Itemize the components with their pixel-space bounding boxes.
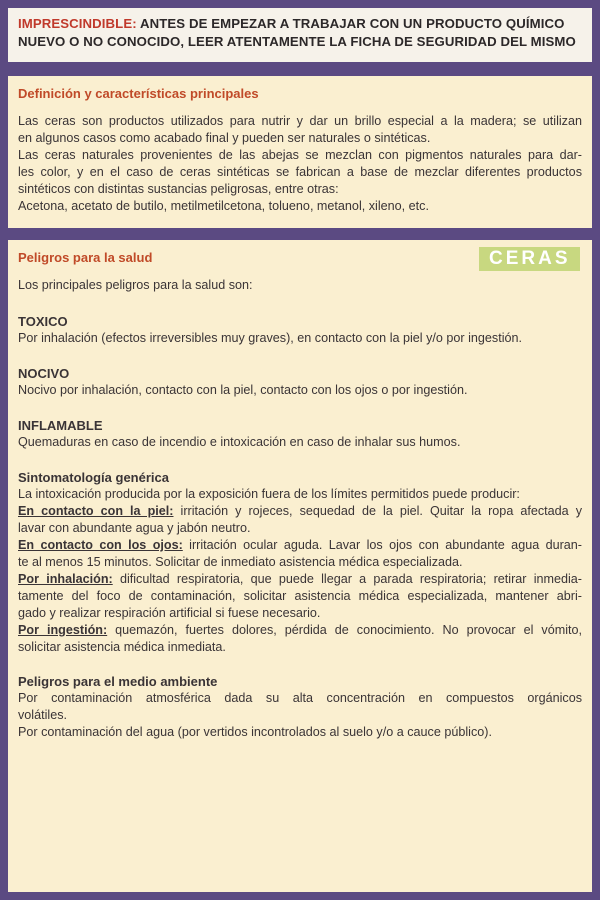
definition-line: en algunos casos como acabado final y pueden ser naturales o sintéticas. (18, 131, 431, 145)
noxious-title: NOCIVO (18, 366, 70, 381)
toxic-text: Por inhalación (efectos irreversibles muy graves), en contacto con la piel y/o por ingestión. (18, 331, 523, 345)
health-title: Peligros para la salud (18, 250, 153, 265)
env-line-1: Por contaminación atmosférica dada su alta concentración en compuestos orgánicos (18, 691, 582, 705)
env-title: Peligros para el medio ambiente (18, 674, 218, 689)
definition-line: sintéticos con distintas sustancias peligrosas, entre otras: (18, 182, 339, 196)
symptoms-intro: La intoxicación producida por la exposición fuera de los límites permitidos puede producir: (18, 487, 520, 501)
warning-text-1: ANTES DE EMPEZAR A TRABAJAR CON UN PRODUCTO QUÍMICO (136, 16, 565, 31)
noxious-text: Nocivo por inhalación, contacto con la piel, contacto con los ojos o por ingestión. (18, 383, 468, 397)
skin-line-1 (18, 503, 582, 520)
ceras-badge: CERAS (479, 247, 580, 271)
definition-line: Acetona, acetato de butilo, metilmetilcetona, tolueno, metanol, xileno, etc. (18, 199, 429, 213)
ingest-text-1: quemazón, fuertes dolores, pérdida de conocimiento. No provocar el vómito, (107, 623, 582, 637)
ingest-line-2: solicitar asistencia médica inmediata. (18, 640, 226, 654)
inhal-text-1: dificultad respiratoria, que puede llegar a parada respiratoria; retirar inmedia- (112, 572, 583, 586)
definition-line: Las ceras naturales provenientes de las abejas se mezclan con pigmentos naturales para dar- (18, 148, 582, 162)
inhal-label: Por inhalación: (18, 572, 113, 586)
inhal-line-3: gado y realizar respiración artificial si fuese necesario. (18, 606, 321, 620)
warning-line-1 (18, 15, 582, 33)
health-section (8, 240, 592, 892)
inhal-line-2: tamente del foco de contaminación, solicitar asistencia médica especializada, mantener abri- (18, 589, 582, 603)
health-intro: Los principales peligros para la salud son: (18, 278, 253, 292)
inhal-line-1 (18, 571, 582, 588)
eyes-text-1: irritación ocular aguda. Lavar los ojos con abundante agua duran- (182, 538, 582, 552)
flammable-title: INFLAMABLE (18, 418, 103, 433)
eyes-label: En contacto con los ojos: (18, 538, 183, 552)
warning-label: IMPRESCINDIBLE: (18, 16, 137, 31)
skin-text-1: irritación y rojeces, sequedad de la piel. Quitar la ropa afectada y (173, 504, 582, 518)
eyes-line-1 (18, 537, 582, 554)
flammable-text: Quemaduras en caso de incendio e intoxicación en caso de inhalar sus humos. (18, 435, 461, 449)
definition-section (8, 76, 592, 228)
warning-banner (8, 8, 592, 62)
symptoms-title: Sintomatología genérica (18, 470, 169, 485)
warning-line-2: NUEVO O NO CONOCIDO, LEER ATENTAMENTE LA FICHA DE SEGURIDAD DEL MISMO (18, 34, 576, 49)
ingest-label: Por ingestión: (18, 623, 108, 637)
toxic-title: TOXICO (18, 314, 68, 329)
env-line-2: volátiles. (18, 708, 67, 722)
definition-line: les color, y en el caso de ceras sintéticas se fabrican a base de mezclar diferentes productos (18, 165, 582, 179)
definition-line: Las ceras son productos utilizados para nutrir y dar un brillo especial a la madera; se utilizan (18, 114, 582, 128)
ingest-line-1 (18, 622, 582, 639)
eyes-line-2: te al menos 15 minutos. Solicitar de inmediato asistencia médica especializada. (18, 555, 463, 569)
skin-label: En contacto con la piel: (18, 504, 174, 518)
skin-line-2: lavar con abundante agua y jabón neutro. (18, 521, 251, 535)
definition-title: Definición y características principales (18, 86, 259, 101)
env-line-3: Por contaminación del agua (por vertidos incontrolados al suelo y/o a cauce público). (18, 725, 492, 739)
